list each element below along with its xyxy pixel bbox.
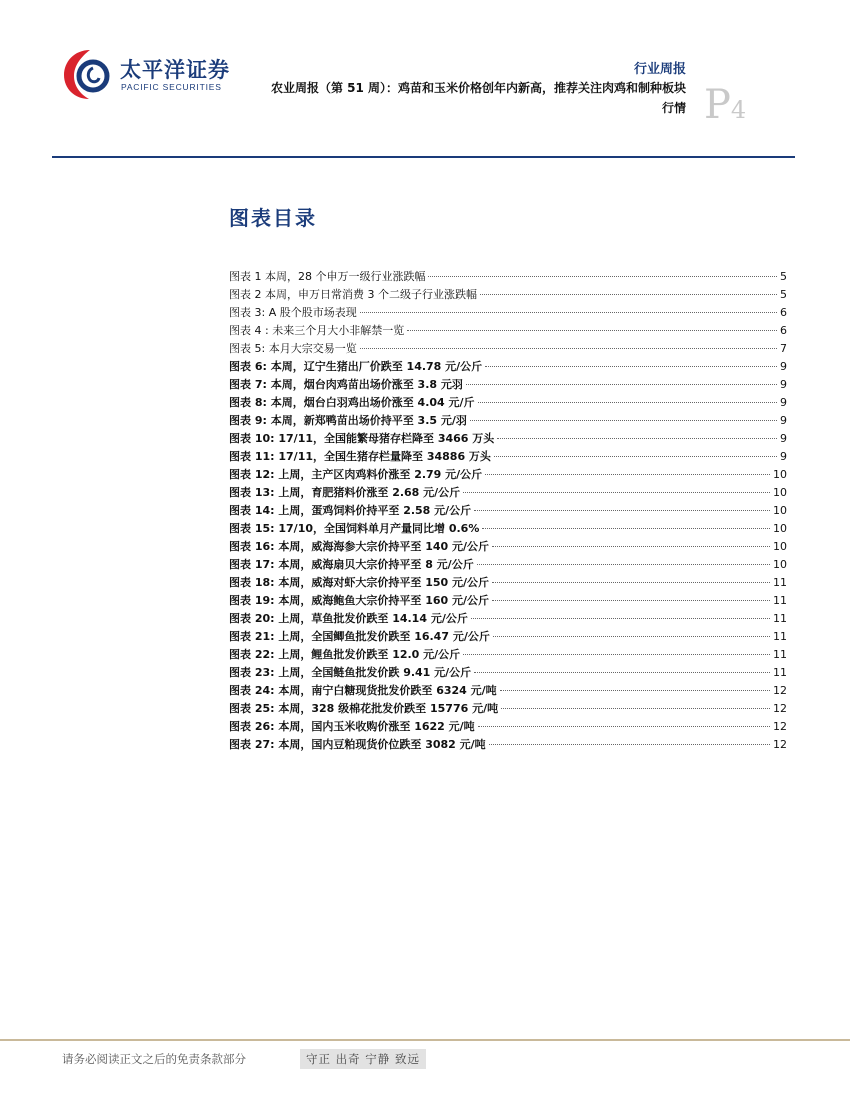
footer-divider [0, 1039, 850, 1041]
header-divider [52, 156, 795, 158]
toc-item-label: 图表 18: 本周，威海对虾大宗价持平至 150 元/公斤 [229, 576, 490, 589]
page-digit: 4 [730, 96, 747, 124]
toc-item-page: 9 [780, 414, 787, 427]
toc-item[interactable] [229, 304, 787, 322]
toc-item-label: 图表 27: 本周，国内豆粕现货价位跌至 3082 元/吨 [229, 738, 486, 751]
toc-leader-dots [463, 492, 770, 493]
toc-item-page: 10 [773, 558, 787, 571]
page-number [704, 82, 746, 128]
toc-item[interactable] [229, 700, 787, 718]
toc-item-page: 10 [773, 540, 787, 553]
toc-item-page: 10 [773, 504, 787, 517]
toc-item[interactable] [229, 502, 787, 520]
toc-leader-dots [492, 600, 770, 601]
toc-item-label: 图表 10: 17/11，全国能繁母猪存栏降至 3466 万头 [229, 432, 495, 445]
toc-item-page: 11 [773, 666, 787, 679]
page-letter: P [704, 82, 731, 128]
report-type: 行业周报 [633, 62, 686, 77]
toc-leader-dots [360, 348, 777, 349]
toc-leader-dots [407, 330, 777, 331]
toc-leader-dots [482, 528, 770, 529]
toc-item-label: 图表 20: 上周，草鱼批发价跌至 14.14 元/公斤 [229, 612, 468, 625]
toc-item-page: 11 [773, 612, 787, 625]
toc-item-label: 图表 11: 17/11，全国生猪存栏量降至 34886 万头 [229, 450, 491, 463]
toc-item-label: 图表 6: 本周，辽宁生猪出厂价跌至 14.78 元/公斤 [229, 360, 483, 373]
toc-item[interactable] [229, 376, 787, 394]
toc-item[interactable] [229, 484, 787, 502]
toc-item-page: 12 [773, 738, 787, 751]
pacific-securities-logo-icon [60, 46, 116, 102]
toc-item[interactable] [229, 646, 787, 664]
toc-item-page: 7 [780, 342, 787, 355]
toc-leader-dots [492, 582, 770, 583]
toc-item[interactable] [229, 340, 787, 358]
toc-item-label: 图表 5: 本月大宗交易一览 [229, 342, 357, 355]
toc-leader-dots [480, 294, 777, 295]
toc-item[interactable] [229, 538, 787, 556]
toc-item-label: 图表 21: 上周，全国鲫鱼批发价跌至 16.47 元/公斤 [229, 630, 490, 643]
footer-disclaimer: 请务必阅读正文之后的免责条款部分 [62, 1052, 246, 1066]
toc-leader-dots [478, 402, 777, 403]
toc-item-page: 11 [773, 630, 787, 643]
toc-leader-dots [492, 546, 770, 547]
toc-item-label: 图表 15: 17/10，全国饲料单月产量同比增 0.6% [229, 522, 480, 535]
toc-leader-dots [489, 744, 770, 745]
toc-item-label: 图表 22: 上周，鲤鱼批发价跌至 12.0 元/公斤 [229, 648, 461, 661]
toc-item-page: 9 [780, 360, 787, 373]
toc-item-label: 图表 13: 上周，育肥猪料价涨至 2.68 元/公斤 [229, 486, 461, 499]
toc-item-label: 图表 8: 本周，烟台白羽鸡出场价涨至 4.04 元/斤 [229, 396, 475, 409]
toc-item[interactable] [229, 358, 787, 376]
toc-item[interactable] [229, 592, 787, 610]
toc-item[interactable] [229, 718, 787, 736]
toc-item-page: 10 [773, 486, 787, 499]
toc-leader-dots [501, 708, 770, 709]
toc-item-label: 图表 12: 上周，主产区肉鸡料价涨至 2.79 元/公斤 [229, 468, 483, 481]
toc-item-label: 图表 26: 本周，国内玉米收购价涨至 1622 元/吨 [229, 720, 475, 733]
toc-item[interactable] [229, 412, 787, 430]
toc-item-page: 5 [780, 288, 787, 301]
toc-item-label: 图表 3: A 股个股市场表现 [229, 306, 357, 319]
toc-item-label: 图表 23: 上周，全国鲢鱼批发价跌 9.41 元/公斤 [229, 666, 472, 679]
toc-item[interactable] [229, 448, 787, 466]
toc-item-label: 图表 7: 本周，烟台肉鸡苗出场价涨至 3.8 元羽 [229, 378, 463, 391]
toc-item-page: 11 [773, 648, 787, 661]
report-title: 农业周报（第 51 周）：鸡苗和玉米价格创年内新高，推荐关注肉鸡和制种板块行情 [270, 81, 686, 115]
toc-item-page: 5 [780, 270, 787, 283]
toc-item[interactable] [229, 520, 787, 538]
toc-leader-dots [428, 276, 777, 277]
toc-item-label: 图表 2 本周，申万日常消费 3 个二级子行业涨跌幅 [229, 288, 477, 301]
toc-leader-dots [471, 618, 770, 619]
toc-leader-dots [478, 726, 770, 727]
toc-leader-dots [493, 636, 770, 637]
toc-leader-dots [360, 312, 777, 313]
toc-item[interactable] [229, 322, 787, 340]
toc-item-label: 图表 9: 本周，新郑鸭苗出场价持平至 3.5 元/羽 [229, 414, 467, 427]
toc-item[interactable] [229, 394, 787, 412]
toc-item[interactable] [229, 664, 787, 682]
logo-name-cn: 太平洋证券 [120, 58, 230, 82]
toc-item-label: 图表 24: 本周，南宁白糖现货批发价跌至 6324 元/吨 [229, 684, 497, 697]
toc-item-label: 图表 16: 本周，威海海参大宗价持平至 140 元/公斤 [229, 540, 490, 553]
company-logo [60, 46, 240, 106]
toc-item-page: 10 [773, 522, 787, 535]
toc-item-label: 图表 25: 本周，328 级棉花批发价跌至 15776 元/吨 [229, 702, 499, 715]
toc-leader-dots [500, 690, 770, 691]
toc-item[interactable] [229, 610, 787, 628]
toc-item-page: 11 [773, 576, 787, 589]
toc-item[interactable] [229, 268, 787, 286]
toc-leader-dots [474, 672, 770, 673]
toc-leader-dots [494, 456, 777, 457]
toc-item[interactable] [229, 574, 787, 592]
toc-leader-dots [463, 654, 770, 655]
toc-item-page: 9 [780, 432, 787, 445]
toc-item-label: 图表 19: 本周，威海鲍鱼大宗价持平至 160 元/公斤 [229, 594, 490, 607]
toc-item-page: 9 [780, 450, 787, 463]
toc-item-page: 6 [780, 306, 787, 319]
toc-item-label: 图表 4 : 未来三个月大小非解禁一览 [229, 324, 405, 337]
toc-item-page: 12 [773, 720, 787, 733]
toc-item-page: 12 [773, 684, 787, 697]
toc-item[interactable] [229, 556, 787, 574]
toc-item[interactable] [229, 466, 787, 484]
toc-item-label: 图表 1 本周，28 个申万一级行业涨跌幅 [229, 270, 426, 283]
toc-item-page: 9 [780, 378, 787, 391]
toc-leader-dots [470, 420, 777, 421]
toc-list [229, 268, 787, 754]
toc-leader-dots [485, 474, 770, 475]
toc-item-label: 图表 14: 上周，蛋鸡饲料价持平至 2.58 元/公斤 [229, 504, 472, 517]
footer-motto: 守正 出奇 宁静 致远 [300, 1049, 426, 1069]
toc-leader-dots [477, 564, 770, 565]
toc-item-page: 12 [773, 702, 787, 715]
toc-leader-dots [466, 384, 777, 385]
toc-item-page: 10 [773, 468, 787, 481]
toc-heading: 图表目录 [229, 206, 317, 230]
toc-leader-dots [474, 510, 770, 511]
toc-item-label: 图表 17: 本周，威海扇贝大宗价持平至 8 元/公斤 [229, 558, 474, 571]
logo-name-en: PACIFIC SECURITIES [121, 82, 222, 92]
toc-item[interactable] [229, 430, 787, 448]
toc-item[interactable] [229, 736, 787, 754]
toc-item-page: 9 [780, 396, 787, 409]
toc-item-page: 11 [773, 594, 787, 607]
toc-item-page: 6 [780, 324, 787, 337]
toc-leader-dots [485, 366, 777, 367]
toc-item[interactable] [229, 682, 787, 700]
toc-item[interactable] [229, 628, 787, 646]
toc-leader-dots [497, 438, 777, 439]
toc-item[interactable] [229, 286, 787, 304]
